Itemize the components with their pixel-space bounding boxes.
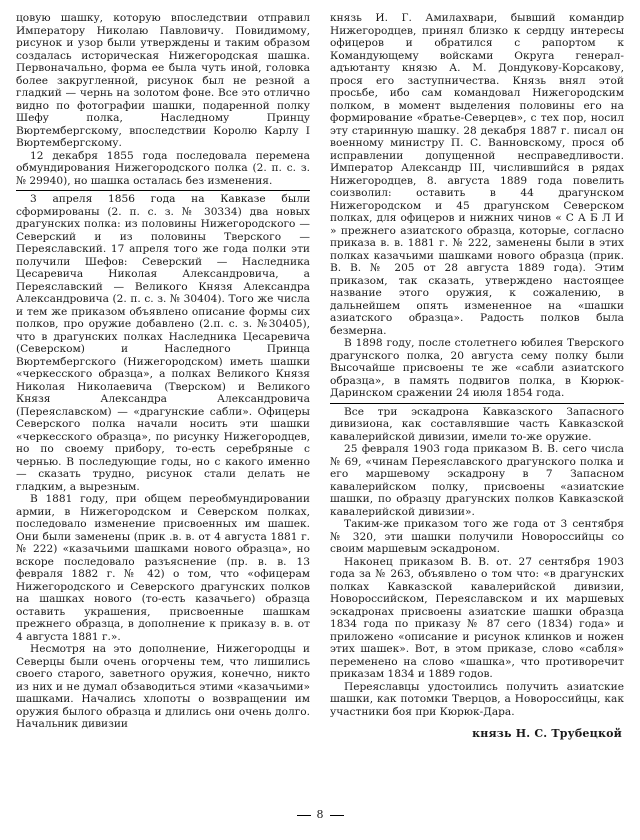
paragraph: Все три эскадрона Кавказского Запасного дивизиона, как составлявшие часть Кавказской кавалерийской дивизии, имели то-же оружие. (330, 405, 624, 443)
paragraph: Переяславцы удостоились получить азиатские шашки, как потомки Тверцов, а Новороссийцы, как участники боя при Кюрюк-Дара. (330, 680, 624, 718)
footer-dash-left (297, 815, 311, 816)
left-column (16, 12, 310, 741)
section-divider (330, 403, 624, 404)
right-column (330, 12, 624, 741)
page-number: 8 (316, 808, 324, 821)
paragraph: В 1898 году, после столетнего юбилея Тверского драгунского полка, 20 августа сему полку были Высочайше присвоены те же «сабли азиатского образца», в память подвигов полка, в Кюрюк-Даринском сражении 24 июля 1854 года. (330, 337, 624, 399)
paragraph: князь И. Г. Амилахвари, бывший командир Нижегородцев, принял близко к сердцу интересы офицеров и обратился с рапортом к Командующему войсками Округа генерал-адъютанту князю А. М. Дондукову-Корсакову, прося его заступничества. Князь внял этой просьбе, ибо сам командовал Нижегородским полком, в момент выделения половины его на формирование «братье-Северцев», с тех пор, носил эту старинную шашку. 28 декабря 1887 г. писал он военному министру П. С. Ванновскому, прося об исправлении допущенной несправедливости. Император Александр III, числившийся в рядах Нижегородцев, 8. августа 1889 года повелить соизволил: оставить в 44 драгунском Нижегородском и 45 драгунском Северском полках, для офицеров и нижних чинов « С А Б Л И » прежнего азиатского образца, которые, согласно приказа в. в. 1881 г. № 222, заменены были в этих полках казачьими шашками нового образца (прик. В. В. № 205 от 28 августа 1889 года). Этим приказом, так сказать, утверждено настоящее название этого оружия, к сожалению, в дальнейшем опять измененное на «шашки азиатского образца». Радость полков была безмерна. (330, 12, 624, 337)
page-footer (0, 808, 640, 821)
footer-dash-right (330, 815, 344, 816)
paragraph: В 1881 году, при общем переобмундировании армии, в Нижегородском и Северском полках, последовало изменение присвоенных им шашек. Они были заменены (прик .в. в. от 4 августа 1881 г. № 222) «казачьими шашками нового образца», но вскоре последовало разъяснение (пр. в. в. 13 февраля 1882 г. № 42) о том, что «офицерам Нижегородского и Северского драгунских полков на шашках нового (то-есть казачьего) образца оставить украшения, присвоенные шашкам прежнего образца, в дополнение к приказу в. в. от 4 августа 1881 г.». (16, 493, 310, 643)
author-signature: князь Н. С. Трубецкой (472, 727, 622, 740)
section-divider (16, 190, 310, 191)
paragraph: Несмотря на это дополнение, Нижегородцы и Северцы были очень огорчены тем, что лишились своего старого, заветного оружия, конечно, никто из них и не думал обзаводиться этими «казачьими» шашками. Начались хлопоты о возвращении им оружия былого образца и длились они очень долго. Начальник дивизии (16, 643, 310, 730)
paragraph: 25 февраля 1903 года приказом В. В. сего числа № 69, «чинам Переяславского драгунского полка и его маршевому эскадрону в 7 Запасном кавалерийском полку, присвоены «азиатские шашки, по образцу драгунских полков Кавказской кавалерийской дивизии». (330, 443, 624, 518)
paragraph: Таким-же приказом того же года от 3 сентября № 320, эти шашки получили Новороссийцы со своим маршевым эскадроном. (330, 518, 624, 555)
paragraph: 3 апреля 1856 года на Кавказе были сформированы (2. п. с. з. № 30334) два новых драгунских полка: из половины Нижегородского — Северский и из половины Тверского — Переяславский. 17 апреля того же года полки эти получили Шефов: Северский — Наследника Цесаревича Николая Александровича, а Переяславский — Великого Князя Александра Александровича (2. п. с. з. № 30404). Того же числа и тем же приказом объявлено описание формы сих полков, про оружие добавлено (2.п. с. з. №30405), что в драгунских полках Наследника Цесаревича (Северском) и Наследного Принца Вюртембергского (Нижегородском) иметь шашки «черкесского образца», а полках Великого Князя Николая Николаевича (Тверском) и Великого Князя Александра Александровича (Переяславском) — «драгунские сабли». Офицеры Северского полка начали носить эти шашки «черкесского образца», по рисунку Нижегородцев, но по своему прибору, то-есть серебряные с чернью. В последующие годы, но с какого именно — сказать трудно, рисунок стали делать не гладким, а вырезным. (16, 193, 310, 493)
right-column-body (330, 12, 624, 718)
paragraph: 12 декабря 1855 года последовала перемена обмундирования Нижегородского полка (2. п. с. з. № 29940), но шашка осталась без изменения. (16, 149, 310, 187)
paragraph: цовую шашку, которую впоследствии отправил Императору Николаю Павловичу. Повидимому, рисунок и узор были утверждены и таким образом создалась историческая Нижегородская шашка. Первоначально, форма ее была чуть иной, головка более закругленной, рисунок был не резной а гладкий — чернь на золотом фоне. Все это отлично видно по фотографии шашки, подаренной полку Шефу полка, Наследному Принцу Вюртембергскому, впоследствии Королю Карлу I Вюртембергскому. (16, 12, 310, 149)
paragraph: Наконец приказом В. В. от. 27 сентября 1903 года за № 263, объявлено о том что: «в драгунских полках Кавказской кавалерийской дивизии, Новороссийском, Переяславском и их маршевых эскадронах присвоены азиатские шашки образца 1834 года по приказу № 87 сего (1834) года» и приложено «описание и рисунок клинков и ножен этих шашек». Вот, в этом приказе, слово «сабля» переменено на слово «шашка», что противоречит приказам 1834 и 1889 годов. (330, 555, 624, 680)
text-columns (16, 12, 624, 741)
